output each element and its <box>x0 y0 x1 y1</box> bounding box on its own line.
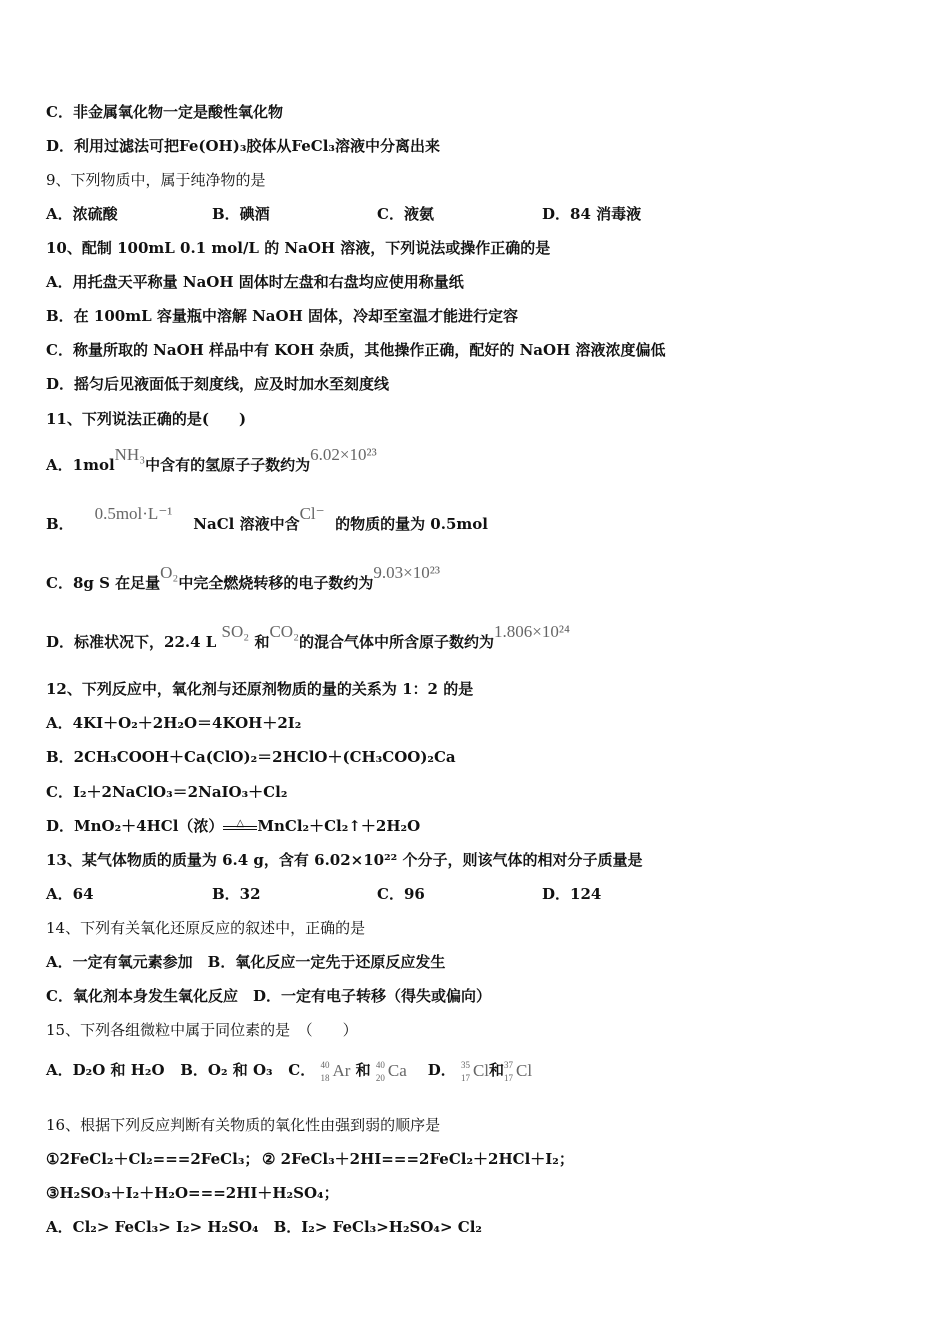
q13-option-c: C．96 <box>377 885 425 903</box>
q9-option-d: D．84 消毒液 <box>542 205 642 223</box>
q11-c-formula-o2: O₂ <box>160 563 179 582</box>
q11-a-text: 中含有的氢原子子数约为 <box>145 456 311 474</box>
q15-option-d-label: D． <box>427 1061 456 1079</box>
q11-c-prefix: C．8g S 在足量 <box>46 574 161 592</box>
q14-options-cd: C．氧化剂本身发生氧化反应 D．一定有电子转移（得失或偏向） <box>46 987 491 1005</box>
isotope-ca: 40 20 Ca <box>375 1060 407 1083</box>
q16-stem: 16、根据下列反应判断有关物质的氧化性由强到弱的顺序是 <box>46 1116 441 1134</box>
q11-b-formula-conc: 0.5mol·L⁻¹ <box>94 504 173 523</box>
q11-d-formula-num: 1.806×10²⁴ <box>494 622 570 641</box>
q15-c-and: 和 <box>355 1061 371 1079</box>
q16-reaction-1: ①2FeCl₂＋Cl₂===2FeCl₃； <box>46 1150 260 1168</box>
q11-b-formula-cl: Cl⁻ <box>299 504 325 523</box>
q9-option-a: A．浓硫酸 <box>46 205 118 223</box>
q11-option-a <box>46 445 377 475</box>
q11-d-formula-co2: CO₂ <box>269 622 300 641</box>
q10-stem: 10、配制 100mL 0.1 mol/L 的 NaOH 溶液，下列说法或操作正确的是 <box>46 239 551 257</box>
q11-a-formula-avogadro: 6.02×10²³ <box>310 445 377 464</box>
q12-d-products: MnCl₂＋Cl₂↑＋2H₂O <box>257 817 421 835</box>
q11-d-prefix: D．标准状况下，22.4 L <box>46 633 217 651</box>
q15-options <box>46 1060 532 1081</box>
q10-option-d: D．摇匀后见液面低于刻度线，应及时加水至刻度线 <box>46 375 390 393</box>
q9-option-c: C．液氨 <box>377 205 434 223</box>
q10-option-c: C．称量所取的 NaOH 样品中有 KOH 杂质，其他操作正确，配好的 NaOH 溶液浓度偏低 <box>46 341 666 359</box>
q8-option-c: C．非金属氧化物一定是酸性氧化物 <box>46 103 283 121</box>
q11-c-text: 中完全燃烧转移的电子数约为 <box>178 574 374 592</box>
q12-stem: 12、下列反应中，氧化剂与还原剂物质的量的关系为 1：2 的是 <box>46 680 474 698</box>
q11-option-d <box>46 622 570 652</box>
q11-b-text: NaCl 溶液中含 <box>193 515 300 533</box>
heat-condition-icon: △ <box>223 817 257 837</box>
q11-b-prefix: B． <box>46 515 74 533</box>
isotope-cl37: 37 17 Cl <box>504 1060 533 1083</box>
q8-option-d: D．利用过滤法可把Fe(OH)₃胶体从FeCl₃溶液中分离出来 <box>46 137 440 155</box>
q15-stem: 15、下列各组微粒中属于同位素的是 （ ） <box>46 1021 358 1039</box>
q11-c-formula-num: 9.03×10²³ <box>373 563 440 582</box>
q11-d-text: 的混合气体中所含原子数约为 <box>299 633 495 651</box>
q16-options-ab: A．Cl₂> FeCl₃> I₂> H₂SO₄ B．I₂> FeCl₃>H₂SO₄> Cl₂ <box>46 1218 483 1236</box>
q12-option-b: B．2CH₃COOH＋Ca(ClO)₂＝2HClO＋(CH₃COO)₂Ca <box>46 748 456 766</box>
q10-option-b: B．在 100mL 容量瓶中溶解 NaOH 固体，冷却至室温才能进行定容 <box>46 307 518 325</box>
q9-stem: 9、下列物质中，属于纯净物的是 <box>46 171 266 189</box>
q11-option-b <box>46 504 488 534</box>
q16-reaction-3: ③H₂SO₃＋I₂＋H₂O===2HI＋H₂SO₄； <box>46 1184 339 1202</box>
q11-a-formula-nh3: NH₃ <box>114 445 146 464</box>
q10-option-a: A．用托盘天平称量 NaOH 固体时左盘和右盘均应使用称量纸 <box>46 273 464 291</box>
q15-d-and: 和 <box>489 1061 505 1079</box>
isotope-cl35: 35 17 Cl <box>460 1060 490 1083</box>
q9-option-b: B．碘酒 <box>212 205 270 223</box>
q13-stem: 13、某气体物质的质量为 6.4 g，含有 6.02×10²² 个分子，则该气体的相对分子质量是 <box>46 851 643 869</box>
q11-option-c <box>46 563 440 593</box>
q15-option-b: B．O₂ 和 O₃ <box>180 1061 273 1079</box>
q12-option-c: C．I₂＋2NaClO₃＝2NaIO₃＋Cl₂ <box>46 783 288 801</box>
q12-option-d <box>46 816 420 837</box>
q13-option-a: A．64 <box>46 885 94 903</box>
q13-option-b: B．32 <box>212 885 261 903</box>
isotope-ar: 40 18 Ar <box>320 1060 351 1083</box>
q14-options-ab: A．一定有氧元素参加 B．氧化反应一定先于还原反应发生 <box>46 953 446 971</box>
q11-stem: 11、下列说法正确的是( ) <box>46 410 247 428</box>
q15-option-c-label: C． <box>288 1061 316 1079</box>
q13-option-d: D．124 <box>542 885 602 903</box>
q12-d-prefix: D．MnO₂＋4HCl（浓） <box>46 817 224 835</box>
q11-d-formula-so2: SO₂ <box>221 622 250 641</box>
q11-a-prefix: A．1mol <box>46 456 115 474</box>
q15-option-a: A．D₂O 和 H₂O <box>46 1061 165 1079</box>
q16-reaction-2: ② 2FeCl₃＋2HI===2FeCl₂＋2HCl＋I₂； <box>262 1150 574 1168</box>
q12-option-a: A．4KI＋O₂＋2H₂O＝4KOH＋2I₂ <box>46 714 302 732</box>
q14-stem: 14、下列有关氧化还原反应的叙述中，正确的是 <box>46 919 366 937</box>
q11-d-and: 和 <box>254 633 270 651</box>
q11-b-end: 的物质的量为 0.5mol <box>335 515 488 533</box>
